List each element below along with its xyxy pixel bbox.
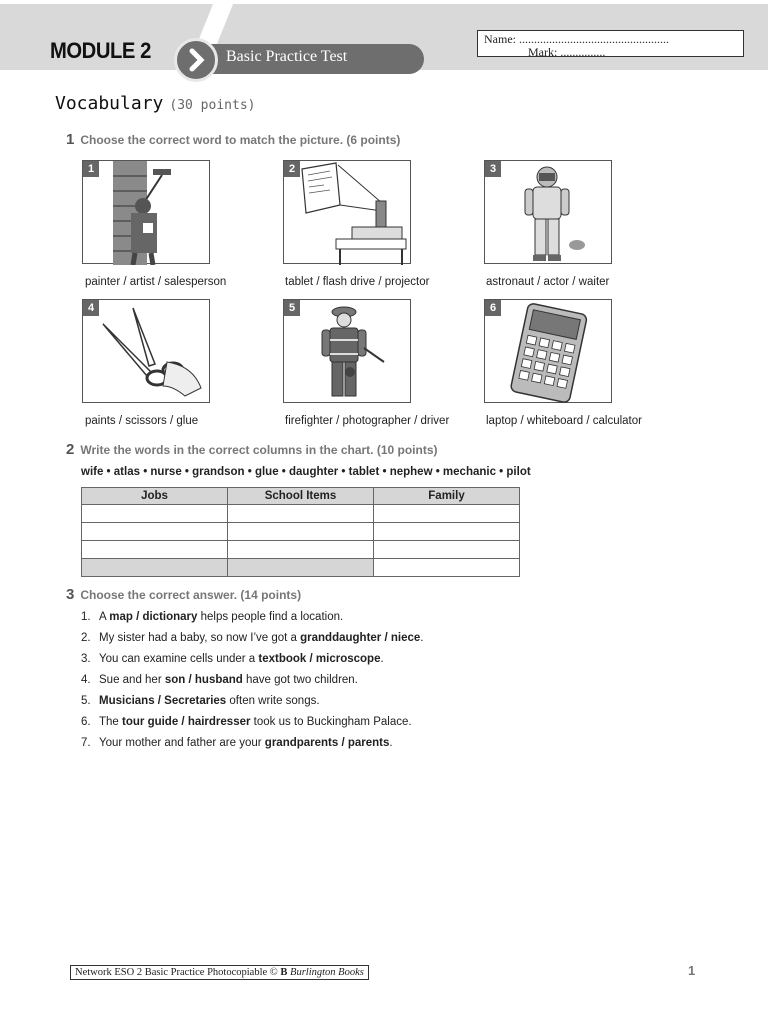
question-item bbox=[81, 611, 423, 632]
question-text: A bbox=[99, 611, 110, 623]
options-2[interactable]: tablet / flash drive / projector bbox=[285, 276, 430, 288]
question-number: 5. bbox=[81, 695, 91, 707]
question-text: . bbox=[389, 737, 393, 749]
answer-cell[interactable] bbox=[82, 541, 228, 559]
question-text: Sue and her bbox=[99, 674, 165, 686]
shaded-cell bbox=[228, 559, 374, 577]
section-title bbox=[55, 93, 255, 114]
question-number: 2. bbox=[81, 632, 91, 644]
answer-choice[interactable]: tour guide / hairdresser bbox=[122, 716, 251, 728]
answer-cell[interactable] bbox=[374, 541, 520, 559]
exercise-1-heading bbox=[66, 131, 400, 148]
calculator-icon bbox=[485, 300, 613, 404]
question-number: 1. bbox=[81, 611, 91, 623]
table-row bbox=[82, 541, 520, 559]
exercise-3-heading bbox=[66, 586, 301, 603]
question-text: have got two children. bbox=[242, 674, 358, 686]
answer-chart bbox=[81, 487, 520, 577]
exercise-instruction: Choose the correct word to match the picture. (6 points) bbox=[80, 133, 401, 147]
question-item bbox=[81, 653, 423, 674]
word-bank: wife • atlas • nurse • grandson • glue • daughter • tablet • nephew • mechanic • pilot bbox=[81, 466, 531, 478]
exercise-number: 2 bbox=[66, 441, 75, 458]
picture-tag: 1 bbox=[83, 161, 99, 177]
footer-text: Network ESO 2 Basic Practice Photocopiable © bbox=[75, 967, 281, 978]
answer-cell[interactable] bbox=[82, 505, 228, 523]
picture-box-6 bbox=[484, 299, 612, 403]
answer-choice[interactable]: grandparents / parents bbox=[264, 737, 390, 749]
publisher-logo-icon: B bbox=[280, 967, 288, 978]
answer-cell[interactable] bbox=[228, 541, 374, 559]
options-1[interactable]: painter / artist / salesperson bbox=[85, 276, 227, 288]
answer-cell[interactable] bbox=[228, 523, 374, 541]
module-title: MODULE 2 bbox=[50, 38, 151, 63]
section-points: (30 points) bbox=[169, 98, 256, 113]
answer-choice[interactable]: map / dictionary bbox=[109, 611, 198, 623]
question-number: 4. bbox=[81, 674, 91, 686]
picture-box-5 bbox=[283, 299, 411, 403]
table-row bbox=[82, 523, 520, 541]
picture-tag: 3 bbox=[485, 161, 501, 177]
options-4[interactable]: paints / scissors / glue bbox=[85, 415, 199, 427]
picture-box-2 bbox=[283, 160, 411, 264]
question-text: My sister had a baby, so now I’ve got a bbox=[99, 632, 301, 644]
options-3[interactable]: astronaut / actor / waiter bbox=[486, 276, 610, 288]
question-text: Your mother and father are your bbox=[99, 737, 265, 749]
answer-choice[interactable]: Musicians / Secretaries bbox=[99, 695, 227, 707]
mark-field[interactable]: Mark: ............... bbox=[528, 45, 606, 59]
question-item bbox=[81, 632, 423, 653]
page-number: 1 bbox=[688, 963, 696, 978]
chevron-right-icon bbox=[174, 38, 218, 82]
question-text: . bbox=[380, 653, 384, 665]
footer-credit bbox=[70, 965, 369, 980]
answer-choice[interactable]: textbook / microscope bbox=[258, 653, 381, 665]
name-mark-box[interactable] bbox=[477, 30, 744, 57]
name-field[interactable]: Name: .................................................. bbox=[484, 32, 669, 46]
exercise-number: 3 bbox=[66, 586, 75, 603]
answer-cell[interactable] bbox=[374, 559, 520, 577]
question-item bbox=[81, 737, 423, 758]
astronaut-icon bbox=[485, 161, 613, 265]
publisher-name: Burlington Books bbox=[290, 967, 364, 978]
picture-box-3 bbox=[484, 160, 612, 264]
exercise-instruction: Write the words in the correct columns in the chart. (10 points) bbox=[80, 443, 438, 457]
question-number: 3. bbox=[81, 653, 91, 665]
question-text: took us to Buckingham Palace. bbox=[250, 716, 412, 728]
question-item bbox=[81, 695, 423, 716]
painter-icon bbox=[83, 161, 211, 265]
question-item bbox=[81, 716, 423, 737]
exercise-2-heading bbox=[66, 441, 438, 458]
answer-cell[interactable] bbox=[228, 505, 374, 523]
column-header-family: Family bbox=[374, 488, 520, 505]
question-list bbox=[81, 611, 423, 758]
question-text: The bbox=[99, 716, 123, 728]
picture-tag: 2 bbox=[284, 161, 300, 177]
table-row bbox=[82, 559, 520, 577]
table-row bbox=[82, 505, 520, 523]
answer-choice[interactable]: granddaughter / niece bbox=[300, 632, 421, 644]
question-item bbox=[81, 674, 423, 695]
shaded-cell bbox=[82, 559, 228, 577]
question-text: helps people find a location. bbox=[197, 611, 344, 623]
exercise-number: 1 bbox=[66, 131, 75, 148]
column-header-jobs: Jobs bbox=[82, 488, 228, 505]
question-text: You can examine cells under a bbox=[99, 653, 259, 665]
options-6[interactable]: laptop / whiteboard / calculator bbox=[486, 415, 642, 427]
firefighter-icon bbox=[284, 300, 412, 404]
picture-box-1 bbox=[82, 160, 210, 264]
question-number: 6. bbox=[81, 716, 91, 728]
picture-tag: 6 bbox=[485, 300, 501, 316]
column-header-school-items: School Items bbox=[228, 488, 374, 505]
section-title-text: Vocabulary bbox=[55, 93, 164, 114]
question-text: often write songs. bbox=[226, 695, 320, 707]
picture-box-4 bbox=[82, 299, 210, 403]
picture-tag: 4 bbox=[83, 300, 99, 316]
exercise-instruction: Choose the correct answer. (14 points) bbox=[80, 588, 302, 602]
picture-tag: 5 bbox=[284, 300, 300, 316]
scissors-icon bbox=[83, 300, 211, 404]
answer-cell[interactable] bbox=[374, 523, 520, 541]
answer-cell[interactable] bbox=[374, 505, 520, 523]
answer-choice[interactable]: son / husband bbox=[164, 674, 243, 686]
question-number: 7. bbox=[81, 737, 91, 749]
question-text: . bbox=[420, 632, 424, 644]
projector-icon bbox=[284, 161, 412, 265]
chart-header-row bbox=[82, 488, 520, 505]
options-5[interactable]: firefighter / photographer / driver bbox=[285, 415, 450, 427]
answer-cell[interactable] bbox=[82, 523, 228, 541]
subtitle: Basic Practice Test bbox=[226, 48, 348, 65]
